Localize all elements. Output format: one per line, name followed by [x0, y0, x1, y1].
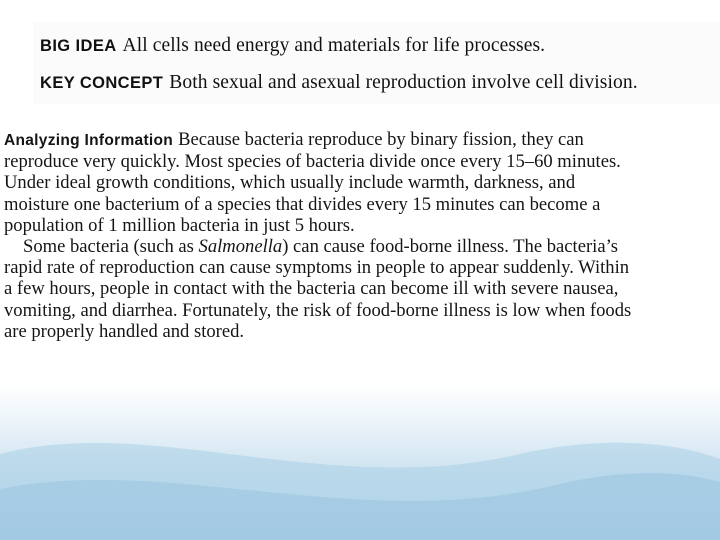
key-concept-label: KEY CONCEPT [40, 74, 164, 92]
paragraph-line: Under ideal growth conditions, which usually include warmth, darkness, and [4, 172, 576, 194]
paragraph-line: vomiting, and diarrhea. Fortunately, the risk of food-borne illness is low when foods [4, 299, 632, 321]
analyzing-information-lead: Analyzing Information [4, 132, 174, 149]
decorative-wave [0, 384, 720, 540]
big-idea-line [40, 35, 545, 57]
key-concept-line [40, 72, 638, 94]
paragraph-line: rapid rate of reproduction can cause symptoms in people to appear suddenly. Within [4, 257, 630, 279]
paragraph-line: moisture one bacterium of a species that divides every 15 minutes can become a [4, 193, 601, 215]
paragraph-line: are properly handled and stored. [4, 320, 245, 342]
paragraph-line: reproduce very quickly. Most species of bacteria divide once every 15–60 minutes. [4, 151, 621, 173]
paragraph-analyzing-information [4, 129, 716, 236]
body-text [4, 129, 716, 342]
big-idea-label: BIG IDEA [40, 37, 117, 55]
paragraph-line: population of 1 million bacteria in just 5 hours. [4, 214, 355, 236]
paragraph-line: Analyzing Information Because bacteria reproduce by binary fission, they can [4, 129, 584, 150]
big-idea-text: All cells need energy and materials for life processes. [122, 35, 546, 56]
salmonella-italic: Salmonella [198, 236, 283, 258]
paragraph-line: Some bacteria (such as Salmonella) can cause food-borne illness. The bacteria’s [23, 236, 618, 258]
paragraph-food-borne-illness [4, 236, 716, 342]
paragraph-line: a few hours, people in contact with the bacteria can become ill with severe nausea, [4, 278, 619, 300]
key-concept-text: Both sexual and asexual reproduction involve cell division. [169, 72, 638, 93]
